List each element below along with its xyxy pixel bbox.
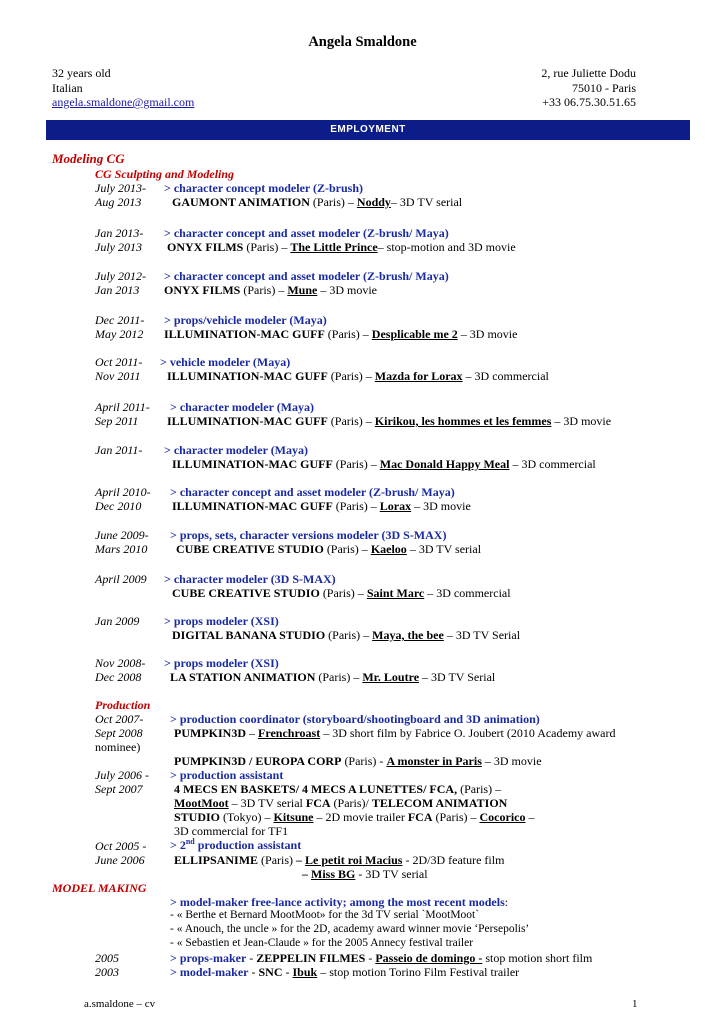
- job-line: [167, 414, 611, 429]
- project: Kirikou, les hommes et les femmes: [374, 414, 552, 428]
- job-line: [174, 782, 501, 797]
- job-line: [302, 867, 428, 882]
- job-role: > character modeler (Maya): [170, 400, 315, 414]
- job-role: > props, sets, character versions modeler (3D S-MAX): [170, 528, 447, 542]
- job-line: [172, 628, 520, 643]
- job-role: > production coordinator (storyboard/shootingboard and 3D animation): [170, 712, 540, 726]
- job-line: [167, 240, 516, 255]
- page-title: Angela Smaldone: [308, 34, 417, 50]
- job-date-end: Aug 2013: [95, 195, 142, 209]
- description: – 3D TV Serial: [419, 670, 496, 684]
- location: (Paris)/: [330, 796, 372, 810]
- job-date-end: Nov 2011: [95, 369, 141, 383]
- job-role: > character concept and asset modeler (Z-brush/ Maya): [170, 485, 455, 499]
- separator: –: [302, 867, 311, 881]
- location: (Paris) –: [309, 195, 357, 209]
- job-date-start: April 2010-: [95, 485, 151, 499]
- location: (Paris) –: [240, 283, 288, 297]
- company: DIGITAL BANANA STUDIO: [172, 628, 326, 642]
- project: Desplicable me 2: [371, 327, 458, 341]
- project: Noddy: [356, 195, 391, 209]
- description: - 3D TV serial: [355, 867, 428, 881]
- job-line: [167, 369, 549, 384]
- job-date-start: July 2006 -: [95, 768, 149, 782]
- project: Mr. Loutre: [362, 670, 420, 684]
- job-line: [172, 499, 471, 514]
- description: – 3D short film by Fabrice O. Joubert (2010 Academy award: [320, 726, 616, 740]
- description: – 3D movie: [551, 414, 612, 428]
- company: ZEPPELIN FILMES: [256, 951, 366, 965]
- project: Passeio de domingo -: [375, 951, 483, 965]
- job-date-start: April 2011-: [95, 400, 150, 414]
- project: Mac Donald Happy Meal: [379, 457, 510, 471]
- location: (Paris) –: [243, 240, 291, 254]
- phone: +33 06.75.30.51.65: [542, 95, 636, 109]
- company: ILLUMINATION-MAC GUFF: [172, 457, 333, 471]
- job-role: > character concept and asset modeler (Z-brush/ Maya): [164, 269, 449, 283]
- job-date: 2005: [95, 951, 119, 965]
- company: PUMPKIN3D: [174, 726, 246, 740]
- job-note: nominee): [95, 740, 141, 754]
- project: Kaeloo: [370, 542, 407, 556]
- job-date-start: April 2009: [95, 572, 147, 586]
- subsection-cg-sculpting: CG Sculpting and Modeling: [95, 167, 235, 181]
- job-role: > vehicle modeler (Maya): [160, 355, 291, 369]
- job-line: [170, 965, 519, 980]
- job-role: [170, 837, 301, 853]
- job-date-start: Oct 2011-: [95, 355, 143, 369]
- email-link[interactable]: angela.smaldone@gmail.com: [52, 95, 195, 109]
- employment-section-band: EMPLOYMENT: [46, 120, 690, 140]
- location: (Tokyo) –: [220, 810, 274, 824]
- company: LA STATION ANIMATION: [170, 670, 316, 684]
- job-date-start: June 2009-: [95, 528, 149, 542]
- location: (Paris) –: [325, 628, 373, 642]
- job-line: [164, 283, 377, 298]
- location: (Paris) –: [457, 782, 502, 796]
- project: The Little Prince: [290, 240, 378, 254]
- job-date-start: July 2013-: [95, 181, 146, 195]
- job-line: [174, 796, 507, 811]
- job-line: [176, 542, 481, 557]
- separator: -: [365, 951, 376, 965]
- job-date-end: Sept 2007: [95, 782, 143, 796]
- job-role: > model-maker: [170, 965, 249, 979]
- role-prefix: > 2: [170, 838, 186, 852]
- description: – 3D TV serial: [228, 796, 306, 810]
- model-intro: [170, 895, 508, 910]
- model-item: - « Berthe et Bernard MootMoot» for the 3d TV serial `MootMoot`: [170, 909, 480, 921]
- location: (Paris): [258, 853, 297, 867]
- description: – 3D movie: [481, 754, 542, 768]
- job-role: > props modeler (XSI): [164, 614, 279, 628]
- company: ILLUMINATION-MAC GUFF: [167, 369, 328, 383]
- company: ELLIPSANIME: [174, 853, 259, 867]
- company: ONYX FILMS: [164, 283, 241, 297]
- description: - 2D/3D feature film: [402, 853, 505, 867]
- job-date-start: Jan 2013-: [95, 226, 144, 240]
- job-role: > character modeler (3D S-MAX): [164, 572, 336, 586]
- description: – 3D TV serial: [390, 195, 463, 209]
- company: 4 MECS EN BASKETS/ 4 MECS A LUNETTES/ FCA,: [174, 782, 458, 796]
- job-date: 2003: [95, 965, 119, 979]
- job-date-start: Jan 2011-: [95, 443, 143, 457]
- separator: –: [296, 853, 306, 867]
- location: (Paris) –: [324, 327, 372, 341]
- job-date-start: Dec 2011-: [95, 313, 145, 327]
- description: – 3D commercial: [424, 586, 511, 600]
- address-line-2: 75010 - Paris: [572, 81, 636, 95]
- description: – 3D commercial: [462, 369, 549, 383]
- job-date-end: July 2013: [95, 240, 142, 254]
- company: CUBE CREATIVE STUDIO: [172, 586, 320, 600]
- project: Saint Marc: [366, 586, 425, 600]
- project: Maya, the bee: [372, 628, 444, 642]
- job-role: > props-maker: [170, 951, 247, 965]
- location: (Paris) –: [327, 414, 375, 428]
- job-date-end: Mars 2010: [95, 542, 148, 556]
- description: – 3D commercial: [509, 457, 596, 471]
- project: MootMoot: [174, 796, 229, 810]
- company: TELECOM ANIMATION: [371, 796, 508, 810]
- nationality: Italian: [52, 81, 83, 95]
- company: STUDIO: [174, 810, 221, 824]
- separator: -: [248, 965, 259, 979]
- project: Lorax: [379, 499, 412, 513]
- job-line: [172, 457, 596, 472]
- company: FCA: [407, 810, 433, 824]
- project: Mune: [287, 283, 318, 297]
- description: – 3D TV Serial: [443, 628, 521, 642]
- description: – 3D TV serial: [406, 542, 482, 556]
- company: ILLUMINATION-MAC GUFF: [167, 414, 328, 428]
- location: (Paris) –: [332, 499, 380, 513]
- job-role: > character modeler (Maya): [164, 443, 309, 457]
- separator: -: [282, 965, 293, 979]
- location: (Paris) –: [315, 670, 363, 684]
- job-line: [170, 670, 495, 685]
- job-line: [174, 754, 542, 769]
- colon: :: [504, 895, 509, 909]
- job-role: > character concept and asset modeler (Z-brush/ Maya): [164, 226, 449, 240]
- job-role: > props modeler (XSI): [164, 656, 279, 670]
- location: (Paris) –: [332, 457, 380, 471]
- job-date-start: July 2012-: [95, 269, 146, 283]
- company: SNC: [258, 965, 283, 979]
- description: – stop motion Torino Film Festival trailer: [317, 965, 520, 979]
- model-item: - « Anouch, the uncle » for the 2D, academy award winner movie ‘Persepolis’: [170, 923, 530, 935]
- company: ILLUMINATION-MAC GUFF: [164, 327, 325, 341]
- job-date-start: Nov 2008-: [95, 656, 146, 670]
- job-role: > character concept modeler (Z-brush): [164, 181, 364, 195]
- job-role: > props/vehicle modeler (Maya): [164, 313, 327, 327]
- company: FCA: [305, 796, 331, 810]
- project: Le petit roi Macius: [305, 853, 403, 867]
- subsection-production: Production: [95, 698, 151, 712]
- footer-text: a.smaldone – cv: [84, 998, 156, 1010]
- job-date-start: Oct 2005 -: [95, 839, 147, 853]
- job-line: [172, 586, 511, 601]
- description: – 2D movie trailer: [313, 810, 408, 824]
- job-date-end: May 2012: [95, 327, 144, 341]
- location: (Paris) –: [323, 542, 371, 556]
- separator: –: [525, 810, 535, 824]
- job-date-end: June 2006: [95, 853, 145, 867]
- role-superscript: nd: [185, 837, 195, 846]
- location: (Paris) –: [319, 586, 367, 600]
- project: Ibuk: [292, 965, 318, 979]
- project: Kitsune: [273, 810, 314, 824]
- job-line: [174, 726, 615, 741]
- separator: –: [246, 726, 258, 740]
- age: 32 years old: [52, 66, 111, 80]
- description: – stop-motion and 3D movie: [377, 240, 516, 254]
- description: – 3D movie: [411, 499, 471, 513]
- job-date-start: Oct 2007-: [95, 712, 144, 726]
- company: GAUMONT ANIMATION: [172, 195, 310, 209]
- location: (Paris) –: [432, 810, 480, 824]
- company: ILLUMINATION-MAC GUFF: [172, 499, 333, 513]
- model-item: - « Sebastien et Jean-Claude » for the 2005 Annecy festival trailer: [170, 937, 474, 949]
- section-modeling-cg: Modeling CG: [52, 151, 125, 166]
- job-line: [164, 327, 517, 342]
- location: (Paris) –: [327, 369, 375, 383]
- job-date-start: Jan 2009: [95, 614, 140, 628]
- project: Cocorico: [479, 810, 526, 824]
- job-role: > model-maker free-lance activity; among the most recent models: [170, 895, 505, 909]
- project: Mazda for Lorax: [374, 369, 463, 383]
- role-text: production assistant: [194, 838, 302, 852]
- address-line-1: 2, rue Juliette Dodu: [541, 66, 636, 80]
- section-model-making: MODEL MAKING: [52, 881, 147, 895]
- separator: -: [246, 951, 257, 965]
- job-date-end: Sep 2011: [95, 414, 139, 428]
- page-number: 1: [632, 998, 638, 1010]
- project: A monster in Paris: [386, 754, 482, 768]
- job-date-end: Jan 2013: [95, 283, 140, 297]
- description: stop motion short film: [482, 951, 593, 965]
- job-line: [174, 853, 504, 868]
- description: – 3D movie: [317, 283, 378, 297]
- job-date-end: Sept 2008: [95, 726, 143, 740]
- job-line: [170, 951, 592, 966]
- project: Frenchroast: [258, 726, 321, 740]
- job-role: > production assistant: [170, 768, 284, 782]
- description: – 3D movie: [457, 327, 518, 341]
- location: (Paris) -: [341, 754, 387, 768]
- job-date-end: Dec 2008: [95, 670, 142, 684]
- job-line: [172, 195, 462, 210]
- project: Miss BG: [311, 867, 356, 881]
- job-date-end: Dec 2010: [95, 499, 142, 513]
- company: CUBE CREATIVE STUDIO: [176, 542, 324, 556]
- company: ONYX FILMS: [167, 240, 244, 254]
- company: PUMPKIN3D / EUROPA CORP: [174, 754, 342, 768]
- job-line: [174, 810, 534, 825]
- job-line: 3D commercial for TF1: [174, 824, 289, 838]
